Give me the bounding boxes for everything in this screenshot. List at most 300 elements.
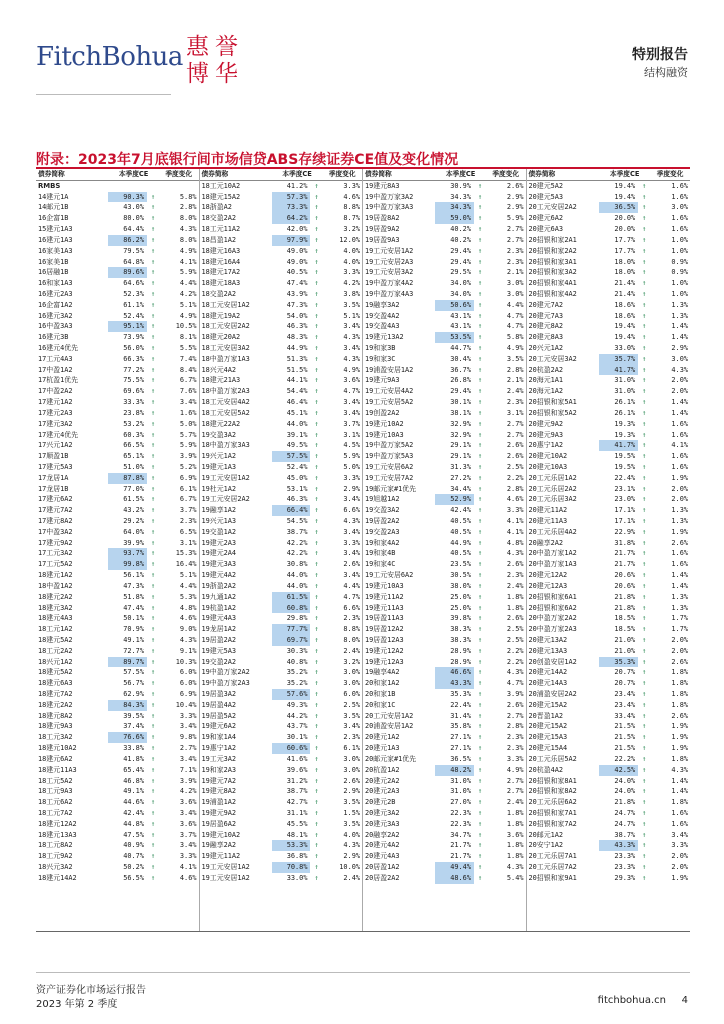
current-ce: 17.1%: [614, 517, 636, 525]
bond-name: 17工元4A3: [38, 354, 73, 363]
current-ce: 51.8%: [123, 592, 144, 601]
table-row: [527, 213, 691, 224]
table-row: [527, 300, 691, 311]
table-row: [363, 343, 526, 354]
increase-icon: ↑: [642, 246, 647, 255]
increase-icon: ↑: [314, 863, 319, 871]
increase-icon: ↑: [477, 322, 483, 331]
table-row: [200, 408, 363, 419]
increase-icon: ↑: [642, 235, 647, 244]
current-ce: 44.8%: [123, 819, 144, 828]
current-ce: 42.0%: [286, 225, 308, 234]
current-ce: 44.6%: [123, 798, 144, 807]
increase-icon: ↑: [477, 354, 483, 363]
current-ce: 44.0%: [286, 419, 308, 428]
increase-icon: ↑: [150, 614, 156, 623]
current-ce: 36.5%: [599, 202, 638, 213]
increase-icon: ↑: [477, 700, 483, 709]
current-ce: 46.6%: [435, 667, 474, 678]
table-row: [36, 613, 199, 624]
current-ce: 37.4%: [123, 722, 144, 731]
current-ce: 38.3%: [450, 625, 471, 634]
seal-char: 华: [215, 61, 238, 87]
table-row: [36, 516, 199, 527]
current-ce: 30.9%: [450, 181, 471, 190]
bond-name: 18浙盈A2: [201, 203, 232, 212]
seal-char: 惠: [186, 34, 209, 60]
increase-icon: ↑: [150, 646, 156, 655]
increase-icon: ↑: [477, 549, 483, 558]
quarter-change: 1.4%: [671, 581, 689, 590]
current-ce: 66.4%: [272, 505, 311, 516]
table-row: [200, 862, 363, 873]
bond-name: 19建元9A3: [365, 376, 400, 385]
bond-name: 20工元乐居7A1: [528, 852, 577, 861]
current-ce: 48.6%: [435, 873, 474, 884]
bond-name: 18工元8A2: [38, 841, 73, 850]
bond-name: 19创盈2A2: [365, 408, 400, 417]
current-ce: 34.3%: [450, 192, 471, 201]
increase-icon: ↑: [477, 635, 483, 644]
header-bond-name: 债券简称: [201, 170, 229, 178]
increase-icon: ↑: [314, 603, 319, 612]
increase-icon: ↑: [314, 473, 319, 482]
quarter-change: 3.6%: [343, 376, 361, 385]
bond-name: 19中盈万家2A2: [201, 668, 250, 677]
current-ce: 20.0%: [614, 225, 636, 234]
quarter-change: 4.4%: [179, 279, 197, 288]
increase-icon: ↑: [477, 419, 483, 428]
increase-icon: ↑: [642, 365, 647, 374]
bond-name: 17建元2A3: [38, 408, 73, 417]
table-row: [527, 224, 691, 235]
current-ce: 21.8%: [614, 603, 636, 612]
current-ce: 22.2%: [614, 754, 636, 763]
increase-icon: ↑: [150, 690, 156, 698]
current-ce: 49.0%: [286, 257, 308, 266]
quarter-change: 4.1%: [179, 863, 197, 871]
table-row: [200, 548, 363, 559]
table-row: [36, 548, 199, 559]
report-category: 结构融资: [644, 66, 688, 79]
current-ce: 33.0%: [614, 344, 636, 352]
table-row: [36, 419, 199, 430]
quarter-change: 1.3%: [671, 506, 689, 515]
quarter-change: 3.4%: [671, 830, 689, 839]
quarter-change: 4.9%: [343, 365, 361, 374]
bond-name: 20建元12A3: [528, 581, 568, 590]
quarter-change: 3.5%: [343, 798, 361, 807]
quarter-change: 2.7%: [506, 430, 524, 439]
quarter-change: 2.8%: [506, 365, 524, 374]
current-ce: 18.5%: [614, 625, 636, 634]
bond-name: 18建元3A2: [38, 603, 73, 612]
bond-name: 18建元16A4: [201, 257, 241, 266]
bond-name: 20融享2A2: [528, 538, 564, 547]
current-ce: 23.3%: [614, 863, 636, 871]
increase-icon: ↑: [150, 473, 156, 482]
bond-name: 19居盈5A2: [201, 711, 237, 720]
current-ce: 21.4%: [614, 289, 636, 298]
bond-name: 20建元11A2: [528, 506, 568, 515]
quarter-change: 3.5%: [343, 711, 361, 720]
bond-name: 19和家4A2: [365, 538, 400, 547]
current-ce: 46.3%: [286, 495, 308, 504]
increase-icon: ↑: [150, 462, 156, 471]
table-header-row: [527, 169, 691, 181]
quarter-change: 4.3%: [343, 354, 361, 363]
quarter-change: 3.5%: [343, 300, 361, 309]
current-ce: 34.3%: [435, 202, 474, 213]
section-label-row: [36, 181, 199, 192]
current-ce: 29.2%: [123, 517, 144, 525]
current-ce: 49.0%: [286, 246, 308, 255]
quarter-change: 1.6%: [671, 430, 689, 439]
table-row: [363, 300, 526, 311]
current-ce: 38.7%: [614, 830, 636, 839]
quarter-change: 2.6%: [506, 181, 524, 190]
bond-name: 20招银和家8A2: [528, 787, 577, 796]
table-row: [527, 516, 691, 527]
increase-icon: ↑: [642, 333, 647, 342]
current-ce: 52.4%: [123, 311, 144, 320]
bond-name: 20建元12A2: [528, 571, 568, 580]
increase-icon: ↑: [642, 841, 647, 850]
table-row: [36, 538, 199, 549]
quarter-change: 6.9%: [179, 690, 197, 698]
current-ce: 60.8%: [272, 603, 311, 614]
bond-name: 19工元安居2A2: [201, 495, 250, 504]
table-row: [200, 246, 363, 257]
bond-name: 18建元10A2: [38, 744, 77, 753]
quarter-change: 2.2%: [506, 473, 524, 482]
bond-name: 19工元安居1A2: [201, 873, 250, 882]
current-ce: 35.7%: [599, 354, 638, 365]
bond-name: 20工元乐居2A2: [528, 484, 577, 493]
current-ce: 84.3%: [108, 700, 147, 711]
increase-icon: ↑: [642, 462, 647, 471]
increase-icon: ↑: [477, 235, 483, 244]
bond-name: 20浦盈安居2A2: [528, 690, 577, 698]
increase-icon: ↑: [642, 776, 647, 785]
increase-icon: ↑: [314, 581, 319, 590]
table-row: [363, 440, 526, 451]
quarter-change: 1.6%: [671, 549, 689, 558]
quarter-change: 10.3%: [175, 657, 197, 666]
table-row: [200, 289, 363, 300]
table-row: [36, 192, 199, 203]
current-ce: 48.1%: [286, 830, 308, 839]
table-row: [200, 430, 363, 441]
current-ce: 52.3%: [123, 289, 144, 298]
table-row: [527, 527, 691, 538]
increase-icon: ↑: [642, 452, 647, 461]
current-ce: 44.1%: [286, 376, 308, 385]
table-row: [363, 321, 526, 332]
bond-name: 20建元2B: [365, 798, 396, 807]
footer-report-name: 资产证券化市场运行报告: [36, 985, 146, 996]
table-row: [527, 408, 691, 419]
table-row: [200, 505, 363, 516]
table-row: [363, 646, 526, 657]
table-row: [200, 494, 363, 505]
current-ce: 77.0%: [123, 484, 144, 493]
current-ce: 30.8%: [286, 560, 308, 569]
table-row: [363, 365, 526, 376]
increase-icon: ↑: [314, 798, 319, 807]
increase-icon: ↑: [314, 690, 319, 698]
table-row: [200, 592, 363, 603]
bond-name: 18中盈万家3A3: [201, 441, 250, 450]
table-row: [527, 840, 691, 851]
bond-name: 20海元1A2: [528, 387, 564, 396]
increase-icon: ↑: [150, 560, 156, 569]
bond-name: 19交盈3A2: [365, 506, 400, 515]
table-row: [527, 278, 691, 289]
quarter-change: 3.0%: [671, 203, 689, 212]
increase-icon: ↑: [314, 776, 319, 785]
quarter-change: 6.0%: [343, 690, 361, 698]
table-row: [36, 343, 199, 354]
footer-period: 2023 年第 2 季度: [36, 999, 118, 1010]
bond-name: 20建元7A2: [528, 300, 564, 309]
table-row: [36, 494, 199, 505]
table-row: [527, 267, 691, 278]
table-row: [527, 797, 691, 808]
table-row: [527, 365, 691, 376]
table-row: [363, 711, 526, 722]
increase-icon: ↑: [150, 203, 156, 212]
current-ce: 39.9%: [123, 538, 144, 547]
header-current-ce: 本季度CE: [445, 170, 476, 178]
current-ce: 57.5%: [272, 451, 311, 462]
bond-name: 18中盈万家2A3: [201, 387, 250, 396]
current-ce: 21.7%: [450, 852, 471, 861]
table-row: [36, 257, 199, 268]
quarter-change: 8.4%: [179, 365, 197, 374]
increase-icon: ↑: [642, 495, 647, 504]
bond-name: 20杭盈1A2: [365, 765, 400, 774]
table-row: [36, 321, 199, 332]
table-row: [36, 732, 199, 743]
increase-icon: ↑: [150, 787, 156, 796]
increase-icon: ↑: [642, 441, 647, 450]
quarter-change: 2.3%: [506, 246, 524, 255]
current-ce: 20.7%: [614, 679, 636, 688]
bond-name: 19杜元1A2: [201, 484, 237, 493]
increase-icon: ↑: [150, 452, 156, 461]
table-row: [200, 484, 363, 495]
table-row: [363, 754, 526, 765]
bond-name: 18建元8A2: [38, 711, 73, 720]
increase-icon: ↑: [314, 657, 319, 666]
bond-name: 18兴元1A2: [38, 657, 73, 666]
increase-icon: ↑: [477, 754, 483, 763]
increase-icon: ↑: [314, 344, 319, 352]
table-row: [527, 397, 691, 408]
quarter-change: 3.7%: [179, 506, 197, 515]
current-ce: 60.3%: [123, 430, 144, 439]
current-ce: 19.4%: [614, 181, 636, 190]
current-ce: 49.4%: [435, 862, 474, 873]
current-ce: 39.6%: [286, 765, 308, 774]
increase-icon: ↑: [642, 344, 647, 352]
table-row: [363, 851, 526, 862]
bond-name: 16居融1B: [38, 268, 69, 277]
quarter-change: 1.6%: [671, 419, 689, 428]
bond-name: 18建元15A2: [201, 192, 241, 201]
table-row: [527, 862, 691, 873]
current-ce: 34.0%: [450, 289, 471, 298]
bond-name: 19工元安居4A2: [365, 387, 414, 396]
table-header-row: [363, 169, 526, 181]
quarter-change: 2.5%: [506, 462, 524, 471]
current-ce: 86.2%: [108, 235, 147, 246]
bond-name: 20招银和家6A1: [528, 592, 577, 601]
bond-name: 20工元乐居1A2: [528, 473, 577, 482]
increase-icon: ↑: [150, 657, 156, 666]
table-row: [527, 386, 691, 397]
current-ce: 56.7%: [123, 679, 144, 688]
bond-name: 18工元安居4A2: [201, 398, 250, 407]
quarter-change: 3.4%: [179, 398, 197, 407]
current-ce: 22.3%: [450, 819, 471, 828]
quarter-change: 9.8%: [179, 733, 197, 742]
bond-name: 20建元11A3: [528, 517, 568, 525]
quarter-change: 1.4%: [671, 398, 689, 407]
bond-name: 16建元2A3: [38, 289, 73, 298]
current-ce: 65.1%: [123, 452, 144, 461]
bond-name: 19建元13A2: [365, 333, 404, 342]
quarter-change: 1.3%: [671, 603, 689, 612]
bond-name: 18交盈2A2: [201, 214, 237, 223]
table-row: [200, 754, 363, 765]
table-row: [527, 743, 691, 754]
table-row: [527, 494, 691, 505]
header-bond-name: 债券简称: [38, 170, 65, 178]
current-ce: 52.4%: [286, 462, 308, 471]
table-row: [36, 711, 199, 722]
increase-icon: ↑: [150, 225, 156, 234]
bond-name: 20建元10A2: [528, 452, 568, 461]
table-row: [363, 873, 526, 884]
table-row: [363, 257, 526, 268]
table-row: [527, 419, 691, 430]
table-row: [200, 202, 363, 213]
quarter-change: 2.1%: [506, 268, 524, 277]
increase-icon: ↑: [150, 365, 156, 374]
current-ce: 41.8%: [123, 754, 144, 763]
table-row: [36, 462, 199, 473]
table-row: [200, 354, 363, 365]
bond-name: 19惠宁1A2: [201, 744, 237, 753]
current-ce: 29.4%: [450, 246, 471, 255]
increase-icon: ↑: [150, 700, 156, 709]
bond-name: 20创盈安居1A2: [528, 657, 577, 666]
current-ce: 59.0%: [435, 213, 474, 224]
quarter-change: 2.5%: [506, 625, 524, 634]
bond-name: 19建元11A2: [201, 852, 241, 861]
bond-name: 17工元5A2: [38, 560, 73, 569]
quarter-change: 6.0%: [179, 668, 197, 677]
increase-icon: ↑: [642, 744, 647, 753]
quarter-change: 2.6%: [671, 711, 689, 720]
current-ce: 69.6%: [123, 387, 144, 396]
increase-icon: ↑: [642, 700, 647, 709]
quarter-change: 4.3%: [506, 863, 524, 871]
current-ce: 40.5%: [450, 517, 471, 525]
increase-icon: ↑: [642, 787, 647, 796]
quarter-change: 4.7%: [506, 322, 524, 331]
increase-icon: ↑: [477, 679, 483, 688]
increase-icon: ↑: [314, 246, 319, 255]
increase-icon: ↑: [477, 376, 483, 385]
current-ce: 35.2%: [286, 679, 308, 688]
table-row: [363, 786, 526, 797]
current-ce: 51.5%: [286, 365, 308, 374]
bond-name: 19工元安居5A2: [365, 398, 414, 407]
bond-name: 20建元15A2: [528, 722, 568, 731]
current-ce: 35.8%: [450, 722, 471, 731]
quarter-change: 2.3%: [506, 398, 524, 407]
quarter-change: 3.4%: [343, 398, 361, 407]
quarter-change: 6.6%: [343, 506, 361, 515]
quarter-change: 2.7%: [506, 419, 524, 428]
table-row: [36, 397, 199, 408]
increase-icon: ↑: [150, 235, 156, 244]
quarter-change: 1.3%: [671, 300, 689, 309]
bond-name: 19交盈2A3: [365, 527, 400, 536]
bond-name: 17建元7A2: [38, 506, 73, 515]
table-row: [363, 246, 526, 257]
current-ce: 40.9%: [123, 841, 144, 850]
quarter-change: 4.3%: [343, 517, 361, 525]
quarter-change: 3.4%: [343, 722, 361, 731]
increase-icon: ↑: [150, 668, 156, 677]
bond-name: 20招银和家4A2: [528, 289, 577, 298]
quarter-change: 1.9%: [671, 744, 689, 753]
bond-name: 18工元5A2: [38, 776, 73, 785]
bond-name: 17龙居1B: [38, 484, 69, 493]
current-ce: 90.3%: [108, 192, 147, 203]
quarter-change: 2.9%: [343, 787, 361, 796]
current-ce: 35.2%: [286, 668, 308, 677]
table-row: [527, 592, 691, 603]
increase-icon: ↑: [150, 311, 156, 320]
bond-name: 19中盈万家5A2: [365, 441, 414, 450]
increase-icon: ↑: [150, 495, 156, 504]
quarter-change: 3.4%: [179, 841, 197, 850]
increase-icon: ↑: [150, 527, 156, 536]
quarter-change: 3.3%: [179, 711, 197, 720]
table-row: [36, 776, 199, 787]
table-row: [200, 797, 363, 808]
current-ce: 31.0%: [450, 787, 471, 796]
table-row: [36, 354, 199, 365]
current-ce: 19.5%: [614, 452, 636, 461]
quarter-change: 1.0%: [671, 289, 689, 298]
table-row: [200, 516, 363, 527]
current-ce: 53.2%: [123, 419, 144, 428]
current-ce: 73.9%: [123, 333, 144, 342]
quarter-change: 1.6%: [671, 560, 689, 569]
quarter-change: 2.6%: [671, 657, 689, 666]
bond-name: 20工元乐居7A2: [528, 863, 577, 871]
increase-icon: ↑: [150, 722, 156, 731]
bond-name: 20招银和家2A2: [528, 246, 577, 255]
table-row: [363, 289, 526, 300]
bond-name: 20招银和家8A1: [528, 776, 577, 785]
